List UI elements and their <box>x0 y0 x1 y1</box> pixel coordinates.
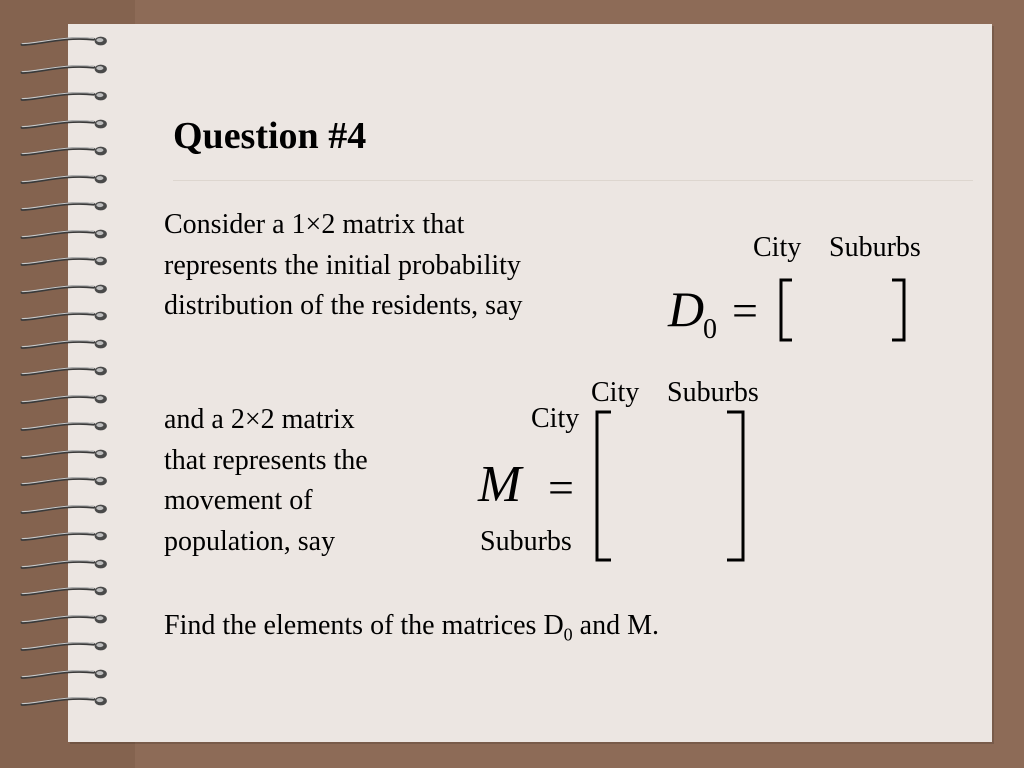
task-suffix: and M. <box>572 610 659 641</box>
movement-paragraph <box>164 400 368 562</box>
m-equals: = <box>548 462 574 513</box>
binder-ring <box>14 639 114 653</box>
movement-line: population, say <box>164 525 336 557</box>
binder-ring <box>14 392 114 406</box>
m-col-label-suburbs: Suburbs <box>667 377 759 408</box>
binder-ring <box>14 667 114 681</box>
intro-line: distribution of the residents, say <box>164 290 523 321</box>
d0-right-bracket <box>890 278 910 342</box>
binder-ring <box>14 172 114 186</box>
binder-ring <box>14 144 114 158</box>
d0-col-label-city: City <box>753 232 802 263</box>
binder-ring <box>14 282 114 296</box>
d0-col-label-suburbs: Suburbs <box>829 232 921 263</box>
m-left-bracket <box>591 410 615 562</box>
d0-symbol: D <box>668 281 705 337</box>
binder-ring <box>14 419 114 433</box>
title-divider <box>173 180 973 181</box>
binder-ring <box>14 62 114 76</box>
binder-ring <box>14 529 114 543</box>
binder-ring <box>14 34 114 48</box>
binder-ring <box>14 199 114 213</box>
intro-line: Consider a 1×2 matrix that <box>164 209 465 240</box>
slide-title: Question #4 <box>173 115 367 157</box>
m-col-label-city: City <box>591 377 640 408</box>
m-right-bracket <box>725 410 749 562</box>
movement-line: that represents the <box>164 444 368 476</box>
task-subscript: 0 <box>563 624 573 645</box>
intro-paragraph <box>164 205 523 327</box>
binder-ring <box>14 89 114 103</box>
binder-ring <box>14 557 114 571</box>
m-symbol: M <box>478 456 522 513</box>
m-row-label-city: City <box>531 403 580 434</box>
d0-subscript: 0 <box>703 314 717 345</box>
m-row-label-suburbs: Suburbs <box>480 526 572 557</box>
binder-ring <box>14 584 114 598</box>
binder-ring <box>14 474 114 488</box>
binder-ring <box>14 447 114 461</box>
binder-ring <box>14 694 114 708</box>
task-line <box>164 606 659 655</box>
d0-left-bracket <box>776 278 796 342</box>
binder-ring <box>14 254 114 268</box>
binder-ring <box>14 309 114 323</box>
binder-ring <box>14 364 114 378</box>
binder-ring <box>14 227 114 241</box>
binder-ring <box>14 612 114 626</box>
task-prefix: Find the elements of the matrices D <box>164 610 564 641</box>
movement-line: movement of <box>164 485 313 516</box>
binder-ring <box>14 502 114 516</box>
binder-ring <box>14 337 114 351</box>
movement-line: and a 2×2 matrix <box>164 404 355 435</box>
d0-equals: = <box>732 285 758 336</box>
intro-line: represents the initial probability <box>164 249 521 281</box>
binder-ring <box>14 117 114 131</box>
